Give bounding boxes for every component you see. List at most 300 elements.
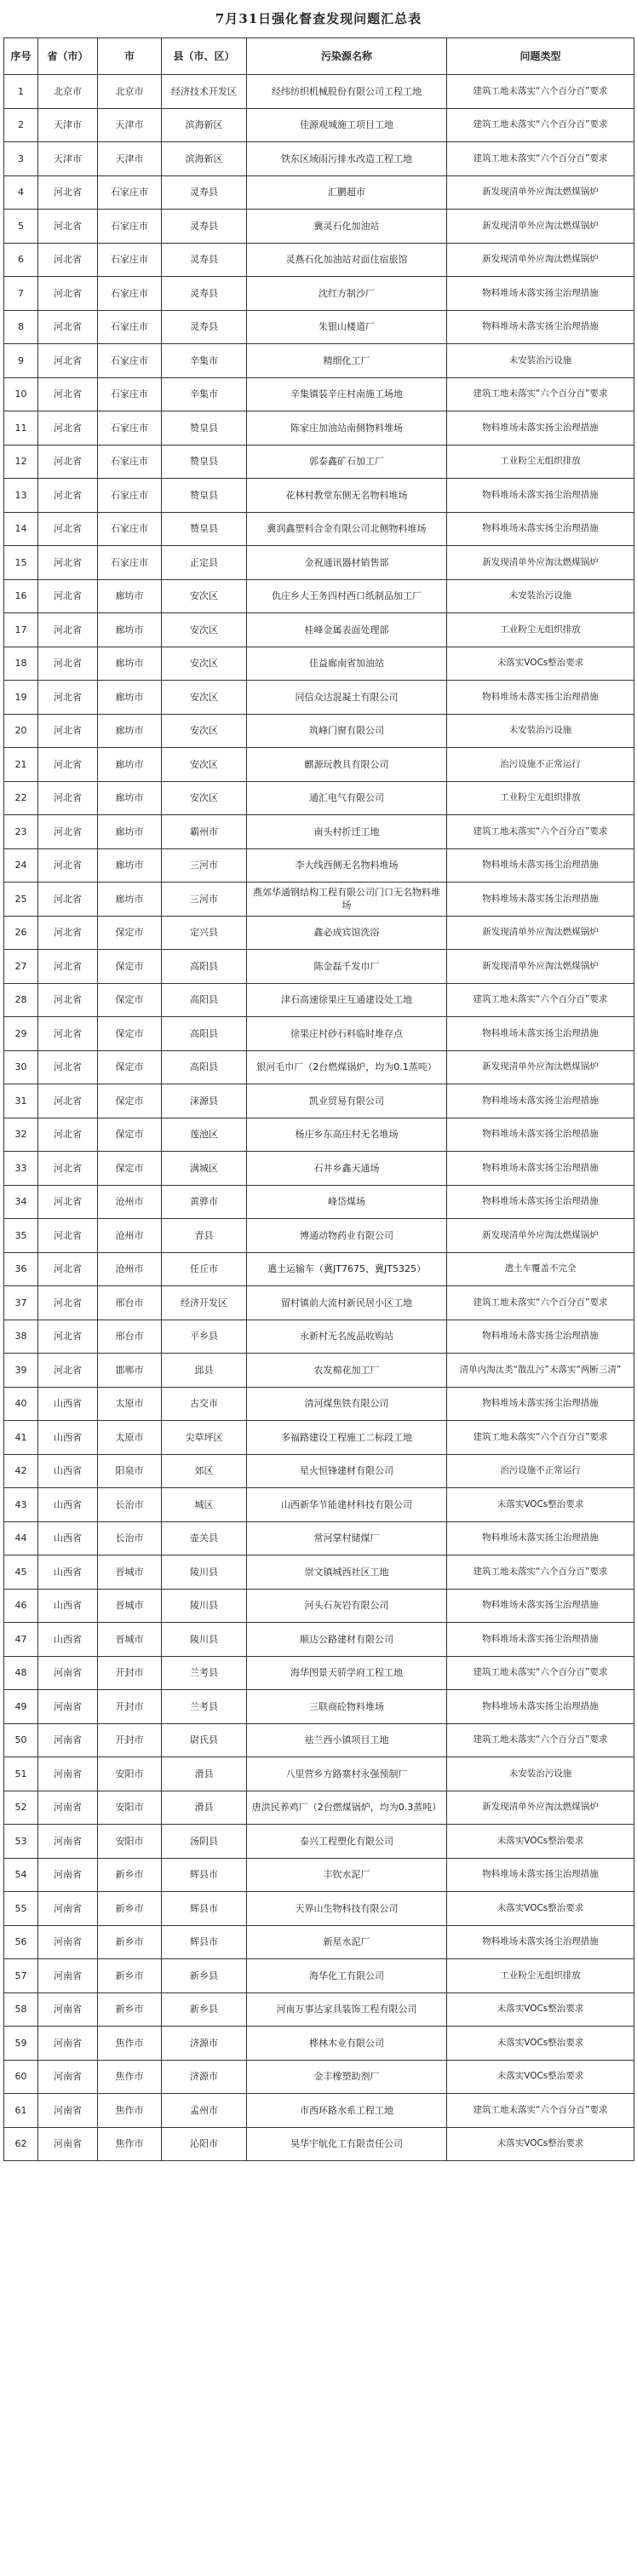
cell-province: 河南省: [38, 1925, 98, 1959]
header-source-name: 污染源名称: [247, 38, 447, 75]
cell-city: 廊坊市: [98, 579, 162, 613]
cell-index: 15: [4, 546, 38, 580]
cell-index: 6: [4, 243, 38, 277]
cell-city: 廊坊市: [98, 613, 162, 647]
cell-province: 山西省: [38, 1623, 98, 1657]
cell-problem-type: 物料堆场未落实扬尘治理措施: [447, 1623, 634, 1657]
cell-county: 沁阳市: [162, 2127, 247, 2161]
table-row: [4, 445, 634, 479]
cell-source-name: 峰岱煤场: [247, 1185, 447, 1219]
cell-province: 河南省: [38, 2127, 98, 2161]
cell-city: 廊坊市: [98, 681, 162, 715]
cell-county: 灵寿县: [162, 310, 247, 344]
table-row: [4, 748, 634, 782]
cell-county: 城区: [162, 1488, 247, 1522]
cell-index: 34: [4, 1185, 38, 1219]
table-row: [4, 1892, 634, 1926]
table-row: [4, 714, 634, 748]
cell-index: 59: [4, 2027, 38, 2061]
cell-county: 安次区: [162, 579, 247, 613]
cell-city: 保定市: [98, 983, 162, 1017]
cell-index: 12: [4, 445, 38, 479]
cell-county: 辛集市: [162, 377, 247, 411]
cell-city: 廊坊市: [98, 883, 162, 917]
cell-problem-type: 物料堆场未落实扬尘治理措施: [447, 1185, 634, 1219]
table-row: [4, 1589, 634, 1623]
cell-problem-type: 建筑工地未落实“六个百分百”要求: [447, 75, 634, 109]
cell-problem-type: 新发现清单外应淘汰燃煤锅炉: [447, 210, 634, 244]
cell-province: 河北省: [38, 1185, 98, 1219]
cell-county: 灵寿县: [162, 210, 247, 244]
cell-index: 39: [4, 1354, 38, 1388]
table-row: [4, 1320, 634, 1354]
cell-problem-type: 未落实VOCs整治要求: [447, 1892, 634, 1926]
cell-problem-type: 建筑工地未落实“六个百分百”要求: [447, 142, 634, 176]
cell-province: 河北省: [38, 445, 98, 479]
cell-city: 保定市: [98, 916, 162, 950]
cell-index: 51: [4, 1757, 38, 1791]
table-row: [4, 1185, 634, 1219]
cell-index: 10: [4, 377, 38, 411]
cell-city: 天津市: [98, 142, 162, 176]
cell-city: 廊坊市: [98, 781, 162, 815]
cell-source-name: 常河掌村储煤厂: [247, 1521, 447, 1555]
cell-city: 保定市: [98, 1050, 162, 1084]
cell-problem-type: 物料堆场未落实扬尘治理措施: [447, 1589, 634, 1623]
cell-city: 石家庄市: [98, 175, 162, 210]
cell-province: 河北省: [38, 243, 98, 277]
cell-county: 安次区: [162, 681, 247, 715]
cell-county: 汤阴县: [162, 1825, 247, 1859]
cell-county: 邱县: [162, 1354, 247, 1388]
cell-index: 47: [4, 1623, 38, 1657]
cell-index: 11: [4, 411, 38, 446]
cell-city: 太原市: [98, 1421, 162, 1455]
cell-problem-type: 物料堆场未落实扬尘治理措施: [447, 848, 634, 883]
cell-source-name: 筑峰门窗有限公司: [247, 714, 447, 748]
problem-summary-table: [3, 37, 634, 2161]
cell-problem-type: 未安装治污设施: [447, 579, 634, 613]
cell-province: 河北省: [38, 310, 98, 344]
cell-county: 赞皇县: [162, 411, 247, 446]
cell-county: 正定县: [162, 546, 247, 580]
cell-problem-type: 物料堆场未落实扬尘治理措施: [447, 1152, 634, 1186]
table-row: [4, 1454, 634, 1488]
cell-province: 河南省: [38, 1858, 98, 1892]
cell-county: 兰考县: [162, 1656, 247, 1690]
table-row: [4, 377, 634, 411]
cell-city: 石家庄市: [98, 411, 162, 446]
cell-province: 河南省: [38, 1690, 98, 1724]
table-row: [4, 1152, 634, 1186]
cell-source-name: 新星水泥厂: [247, 1925, 447, 1959]
cell-index: 22: [4, 781, 38, 815]
table-body: [4, 75, 634, 2161]
cell-source-name: 汇鹏超市: [247, 175, 447, 210]
cell-province: 河北省: [38, 277, 98, 311]
cell-index: 43: [4, 1488, 38, 1522]
cell-source-name: 经纬纺织机械股份有限公司工程工地: [247, 75, 447, 109]
cell-city: 焦作市: [98, 2094, 162, 2128]
cell-city: 石家庄市: [98, 310, 162, 344]
cell-source-name: 桦林木业有限公司: [247, 2027, 447, 2061]
cell-province: 河北省: [38, 714, 98, 748]
cell-city: 保定市: [98, 1017, 162, 1051]
cell-province: 河北省: [38, 1286, 98, 1320]
cell-county: 安次区: [162, 781, 247, 815]
cell-county: 陵川县: [162, 1623, 247, 1657]
cell-source-name: 徐果庄村砂石料临时堆存点: [247, 1017, 447, 1051]
cell-province: 河南省: [38, 1992, 98, 2027]
cell-problem-type: 物料堆场未落实扬尘治理措施: [447, 681, 634, 715]
cell-problem-type: 清单内淘汰类“散乱污”未落实“两断三清”: [447, 1354, 634, 1388]
cell-city: 安阳市: [98, 1791, 162, 1825]
cell-county: 新乡县: [162, 1959, 247, 1993]
cell-county: 古交市: [162, 1387, 247, 1421]
cell-province: 河北省: [38, 815, 98, 849]
cell-county: 赞皇县: [162, 512, 247, 546]
cell-province: 河北省: [38, 175, 98, 210]
cell-index: 50: [4, 1723, 38, 1757]
cell-province: 北京市: [38, 75, 98, 109]
cell-county: 安次区: [162, 748, 247, 782]
cell-county: 赞皇县: [162, 445, 247, 479]
cell-province: 河南省: [38, 1959, 98, 1993]
cell-county: 辉县市: [162, 1858, 247, 1892]
cell-source-name: 同信众达混凝土有限公司: [247, 681, 447, 715]
cell-source-name: 山西新华节能建材科技有限公司: [247, 1488, 447, 1522]
cell-city: 晋城市: [98, 1555, 162, 1590]
cell-province: 河北省: [38, 883, 98, 917]
cell-province: 河南省: [38, 2060, 98, 2094]
cell-problem-type: 物料堆场未落实扬尘治理措施: [447, 1118, 634, 1152]
cell-county: 尉氏县: [162, 1723, 247, 1757]
cell-index: 5: [4, 210, 38, 244]
cell-problem-type: 未落实VOCs整治要求: [447, 2127, 634, 2161]
cell-county: 高阳县: [162, 1017, 247, 1051]
table-row: [4, 1286, 634, 1320]
table-row: [4, 512, 634, 546]
cell-problem-type: 新发现清单外应淘汰燃煤锅炉: [447, 243, 634, 277]
cell-problem-type: 新发现清单外应淘汰燃煤锅炉: [447, 950, 634, 984]
cell-source-name: 鑫必成宾馆洗浴: [247, 916, 447, 950]
cell-province: 河南省: [38, 1825, 98, 1859]
cell-province: 河北省: [38, 344, 98, 378]
cell-index: 20: [4, 714, 38, 748]
table-row: [4, 848, 634, 883]
table-row: [4, 681, 634, 715]
cell-index: 28: [4, 983, 38, 1017]
table-row: [4, 1084, 634, 1118]
table-row: [4, 1656, 634, 1690]
cell-problem-type: 物料堆场未落实扬尘治理措施: [447, 479, 634, 513]
cell-county: 安次区: [162, 647, 247, 681]
table-row: [4, 210, 634, 244]
table-row: [4, 1421, 634, 1455]
cell-province: 河北省: [38, 512, 98, 546]
cell-problem-type: 建筑工地未落实“六个百分百”要求: [447, 1723, 634, 1757]
cell-index: 24: [4, 848, 38, 883]
table-row: [4, 1017, 634, 1051]
cell-province: 河北省: [38, 916, 98, 950]
cell-source-name: 陈金磊千发巾厂: [247, 950, 447, 984]
cell-province: 河北省: [38, 1118, 98, 1152]
table-header-row: [4, 38, 634, 75]
cell-index: 41: [4, 1421, 38, 1455]
header-county: 县（市、区）: [162, 38, 247, 75]
cell-index: 52: [4, 1791, 38, 1825]
cell-index: 54: [4, 1858, 38, 1892]
cell-source-name: 祛兰西小镇项目工地: [247, 1723, 447, 1757]
cell-source-name: 博通动物药业有限公司: [247, 1219, 447, 1253]
cell-city: 廊坊市: [98, 815, 162, 849]
cell-province: 山西省: [38, 1488, 98, 1522]
cell-problem-type: 新发现清单外应淘汰燃煤锅炉: [447, 175, 634, 210]
cell-city: 保定市: [98, 950, 162, 984]
cell-county: 安次区: [162, 714, 247, 748]
cell-source-name: 遣土运输车（冀JT7675、冀JT5325）: [247, 1252, 447, 1286]
cell-city: 石家庄市: [98, 512, 162, 546]
cell-problem-type: 物料堆场未落实扬尘治理措施: [447, 310, 634, 344]
cell-province: 河北省: [38, 1320, 98, 1354]
table-row: [4, 277, 634, 311]
cell-province: 河北省: [38, 579, 98, 613]
cell-source-name: 顺达公路建材有限公司: [247, 1623, 447, 1657]
cell-index: 53: [4, 1825, 38, 1859]
cell-source-name: 崇文镇城西社区工地: [247, 1555, 447, 1590]
cell-county: 涞源县: [162, 1084, 247, 1118]
cell-province: 河北省: [38, 210, 98, 244]
cell-province: 山西省: [38, 1387, 98, 1421]
cell-province: 河南省: [38, 1757, 98, 1791]
cell-province: 河北省: [38, 613, 98, 647]
cell-problem-type: 未落实VOCs整治要求: [447, 1992, 634, 2027]
cell-index: 27: [4, 950, 38, 984]
cell-province: 河北省: [38, 781, 98, 815]
cell-problem-type: 物料堆场未落实扬尘治理措施: [447, 1017, 634, 1051]
cell-city: 邢台市: [98, 1320, 162, 1354]
cell-source-name: 三联商砼物料堆场: [247, 1690, 447, 1724]
cell-source-name: 农发棉花加工厂: [247, 1354, 447, 1388]
table-row: [4, 1858, 634, 1892]
table-row: [4, 1555, 634, 1590]
table-row: [4, 1925, 634, 1959]
cell-county: 赞皇县: [162, 479, 247, 513]
cell-problem-type: 物料堆场未落实扬尘治理措施: [447, 277, 634, 311]
cell-county: 辉县市: [162, 1925, 247, 1959]
cell-index: 14: [4, 512, 38, 546]
cell-county: 辛集市: [162, 344, 247, 378]
cell-province: 河北省: [38, 479, 98, 513]
table-row: [4, 1690, 634, 1724]
cell-index: 55: [4, 1892, 38, 1926]
cell-source-name: 朱银山楼道厂: [247, 310, 447, 344]
cell-index: 4: [4, 175, 38, 210]
cell-city: 沧州市: [98, 1185, 162, 1219]
cell-city: 保定市: [98, 1118, 162, 1152]
cell-problem-type: 建筑工地未落实“六个百分百”要求: [447, 108, 634, 142]
cell-problem-type: 建筑工地未落实“六个百分百”要求: [447, 815, 634, 849]
cell-county: 满城区: [162, 1152, 247, 1186]
table-row: [4, 2027, 634, 2061]
cell-index: 1: [4, 75, 38, 109]
cell-source-name: 铁东区域雨污排水改造工程工地: [247, 142, 447, 176]
cell-source-name: 昊华宇航化工有限责任公司: [247, 2127, 447, 2161]
cell-index: 8: [4, 310, 38, 344]
cell-index: 25: [4, 883, 38, 917]
table-row: [4, 1050, 634, 1084]
table-row: [4, 1723, 634, 1757]
cell-index: 2: [4, 108, 38, 142]
cell-province: 山西省: [38, 1521, 98, 1555]
cell-index: 62: [4, 2127, 38, 2161]
header-province: 省（市）: [38, 38, 98, 75]
cell-problem-type: 治污设施不正常运行: [447, 1454, 634, 1488]
cell-source-name: 沈红方制沙厂: [247, 277, 447, 311]
cell-source-name: 石井乡鑫天通场: [247, 1152, 447, 1186]
cell-county: 滨海新区: [162, 108, 247, 142]
cell-problem-type: 未安装治污设施: [447, 1757, 634, 1791]
cell-city: 廊坊市: [98, 647, 162, 681]
cell-county: 任丘市: [162, 1252, 247, 1286]
cell-problem-type: 建筑工地未落实“六个百分百”要求: [447, 377, 634, 411]
cell-city: 石家庄市: [98, 377, 162, 411]
table-row: [4, 479, 634, 513]
cell-problem-type: 物料堆场未落实扬尘治理措施: [447, 1858, 634, 1892]
table-row: [4, 344, 634, 378]
cell-county: 三河市: [162, 883, 247, 917]
cell-city: 新乡市: [98, 1992, 162, 2027]
cell-index: 23: [4, 815, 38, 849]
cell-province: 河北省: [38, 1050, 98, 1084]
table-row: [4, 1252, 634, 1286]
cell-city: 石家庄市: [98, 277, 162, 311]
cell-province: 河北省: [38, 377, 98, 411]
cell-city: 安阳市: [98, 1825, 162, 1859]
cell-source-name: 海华化工有限公司: [247, 1959, 447, 1993]
table-row: [4, 1488, 634, 1522]
cell-county: 灵寿县: [162, 277, 247, 311]
cell-source-name: 陈家庄加油站南侧物料堆场: [247, 411, 447, 446]
cell-city: 天津市: [98, 108, 162, 142]
table-row: [4, 2060, 634, 2094]
cell-city: 石家庄市: [98, 210, 162, 244]
cell-province: 河北省: [38, 950, 98, 984]
cell-problem-type: 物料堆场未落实扬尘治理措施: [447, 1925, 634, 1959]
cell-source-name: 八里营乡方路寨村永强预制厂: [247, 1757, 447, 1791]
cell-index: 29: [4, 1017, 38, 1051]
cell-city: 长治市: [98, 1521, 162, 1555]
table-row: [4, 546, 634, 580]
cell-problem-type: 物料堆场未落实扬尘治理措施: [447, 1084, 634, 1118]
cell-province: 河北省: [38, 748, 98, 782]
cell-province: 天津市: [38, 142, 98, 176]
cell-index: 31: [4, 1084, 38, 1118]
table-row: [4, 983, 634, 1017]
cell-county: 高阳县: [162, 983, 247, 1017]
table-row: [4, 950, 634, 984]
header-city: 市: [98, 38, 162, 75]
cell-problem-type: 物料堆场未落实扬尘治理措施: [447, 411, 634, 446]
cell-province: 河南省: [38, 1892, 98, 1926]
cell-problem-type: 未落实VOCs整治要求: [447, 2060, 634, 2094]
cell-city: 廊坊市: [98, 848, 162, 883]
cell-city: 保定市: [98, 1152, 162, 1186]
cell-city: 廊坊市: [98, 714, 162, 748]
cell-index: 35: [4, 1219, 38, 1253]
cell-problem-type: 未落实VOCs整治要求: [447, 647, 634, 681]
cell-problem-type: 建筑工地未落实“六个百分百”要求: [447, 2094, 634, 2128]
cell-index: 44: [4, 1521, 38, 1555]
cell-source-name: 凯业贸易有限公司: [247, 1084, 447, 1118]
table-row: [4, 243, 634, 277]
table-row: [4, 1757, 634, 1791]
table-row: [4, 411, 634, 446]
cell-city: 开封市: [98, 1690, 162, 1724]
table-row: [4, 781, 634, 815]
cell-source-name: 郭泰鑫矿石加工厂: [247, 445, 447, 479]
cell-source-name: 金丰橡塑助剂厂: [247, 2060, 447, 2094]
cell-city: 石家庄市: [98, 445, 162, 479]
cell-city: 石家庄市: [98, 344, 162, 378]
cell-county: 平乡县: [162, 1320, 247, 1354]
cell-county: 兰考县: [162, 1690, 247, 1724]
cell-index: 30: [4, 1050, 38, 1084]
cell-source-name: 冀灵石化加油站: [247, 210, 447, 244]
cell-problem-type: 新发现清单外应淘汰燃煤锅炉: [447, 1050, 634, 1084]
cell-county: 辉县市: [162, 1892, 247, 1926]
cell-source-name: 冀润鑫塑料合金有限公司北侧物料堆场: [247, 512, 447, 546]
cell-city: 晋城市: [98, 1589, 162, 1623]
cell-county: 孟州市: [162, 2094, 247, 2128]
cell-problem-type: 工业粉尘无组织排放: [447, 445, 634, 479]
cell-index: 21: [4, 748, 38, 782]
cell-province: 河南省: [38, 1791, 98, 1825]
cell-problem-type: 建筑工地未落实“六个百分百”要求: [447, 983, 634, 1017]
cell-source-name: 海华图景天骄学府工程工地: [247, 1656, 447, 1690]
cell-city: 新乡市: [98, 1925, 162, 1959]
cell-county: 郊区: [162, 1454, 247, 1488]
cell-problem-type: 建筑工地未落实“六个百分百”要求: [447, 1286, 634, 1320]
cell-city: 晋城市: [98, 1623, 162, 1657]
cell-problem-type: 工业粉尘无组织排放: [447, 781, 634, 815]
cell-source-name: 仇庄乡大王务四村西口纸制品加工厂: [247, 579, 447, 613]
cell-county: 三河市: [162, 848, 247, 883]
cell-source-name: 精细化工厂: [247, 344, 447, 378]
table-row: [4, 1354, 634, 1388]
table-row: [4, 1623, 634, 1657]
cell-problem-type: 建筑工地未落实“六个百分百”要求: [447, 1421, 634, 1455]
cell-problem-type: 未落实VOCs整治要求: [447, 1488, 634, 1522]
cell-source-name: 银河毛巾厂（2台燃煤锅炉，均为0.1蒸吨）: [247, 1050, 447, 1084]
cell-index: 9: [4, 344, 38, 378]
cell-province: 山西省: [38, 1589, 98, 1623]
cell-city: 石家庄市: [98, 479, 162, 513]
cell-city: 石家庄市: [98, 243, 162, 277]
cell-problem-type: 建筑工地未落实“六个百分百”要求: [447, 1555, 634, 1590]
table-row: [4, 1387, 634, 1421]
cell-source-name: 桂峰金属表面处理部: [247, 613, 447, 647]
cell-province: 天津市: [38, 108, 98, 142]
cell-county: 莲池区: [162, 1118, 247, 1152]
table-row: [4, 1992, 634, 2027]
cell-problem-type: 未安装治污设施: [447, 714, 634, 748]
cell-city: 邯郸市: [98, 1354, 162, 1388]
cell-source-name: 多福路建设工程施工二标段工地: [247, 1421, 447, 1455]
cell-county: 济源市: [162, 2027, 247, 2061]
cell-province: 河北省: [38, 1017, 98, 1051]
cell-city: 沧州市: [98, 1252, 162, 1286]
